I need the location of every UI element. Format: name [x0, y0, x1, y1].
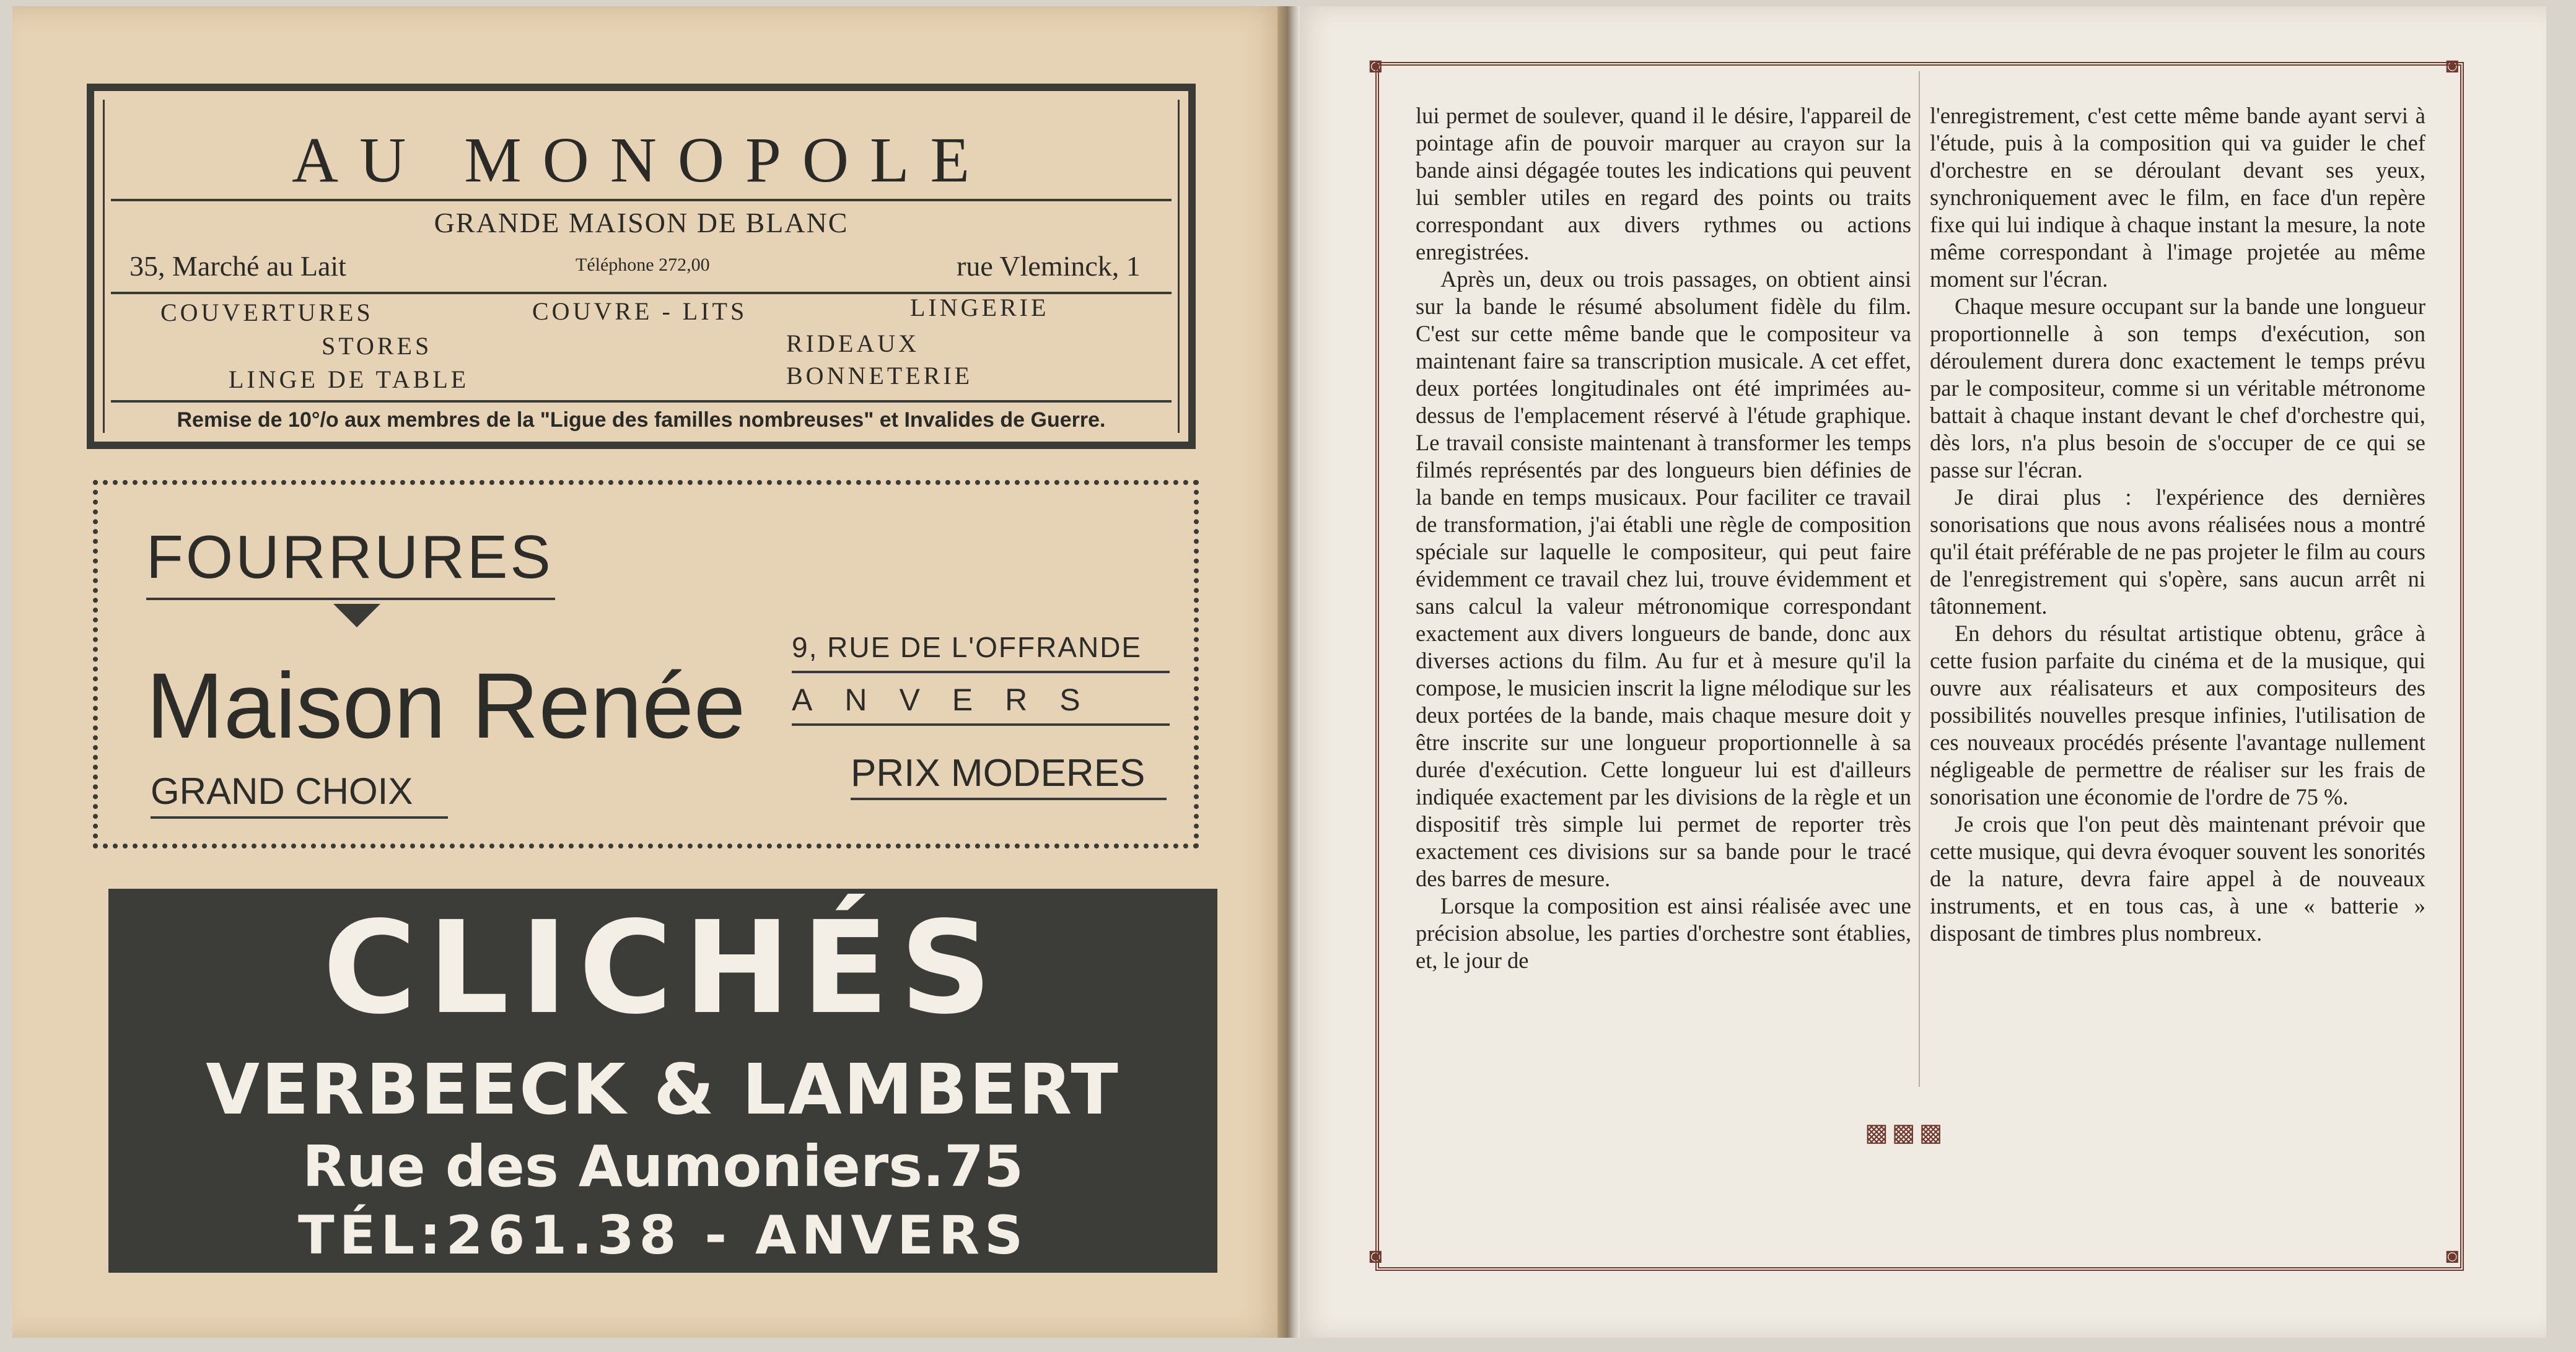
divider: [111, 400, 1172, 403]
ad-notice: Remise de 10°/o aux membres de la "Ligue des familles nombreuses" et Invalides de Guerre.: [177, 408, 1106, 432]
paragraph: Je crois que l'on peut dès maintenant prévoir que cette musique, qui devra évoquer souvent les sonorités de la nature, devra faire appel à de nouveaux instruments, et en tous cas, à une « batterie » disposant de timbres plus nombreux.: [1930, 811, 2425, 946]
column-divider: [1919, 71, 1920, 1087]
divider: [146, 598, 555, 600]
address-left: 35, Marché au Lait: [129, 250, 346, 282]
phone-line: TÉL:261.38 - ANVERS: [297, 1205, 1028, 1267]
shop-city: ANVERS: [792, 683, 1113, 717]
tag-grand-choix: GRAND CHOIX: [151, 770, 413, 812]
book-spine: [1277, 6, 1300, 1338]
corner-ornament-icon: ◙: [1369, 55, 1382, 77]
end-ornament-icon: ▩▩▩: [1865, 1119, 1947, 1146]
article-column-left: [1416, 102, 1911, 974]
tag-prix-moderes: PRIX MODERES: [851, 752, 1146, 795]
article-column-right: [1930, 102, 2425, 947]
divider: [792, 671, 1170, 673]
ad-headline: FOURRURES: [146, 523, 553, 591]
item-rideaux: RIDEAUX: [786, 329, 919, 357]
paragraph: En dehors du résultat artistique obtenu, grâce à cette fusion parfaite du cinéma et de la musique, qui ouvre aux réalisateurs et aux compositeurs des possibilités nouvelles presque infinies, l'utilisation de ces nouveaux procédés présente l'avantage nullement négligeable de permettre de réaliser sur les frais de sonorisation une économie de l'ordre de 75 %.: [1930, 621, 2425, 809]
item-couvre-lits: COUVRE - LITS: [532, 297, 748, 325]
divider: [851, 798, 1167, 800]
ad-subtitle: GRANDE MAISON DE BLANC: [434, 207, 849, 238]
item-linge-de-table: LINGE DE TABLE: [229, 365, 470, 393]
paragraph: l'enregistrement, c'est cette même bande ayant servi à l'étude, puis à la composition qui va guider le chef d'orchestre en se déroulant devant ses yeux, synchroniquement avec le film, en face d'un repère fixe qui lui indique à chaque instant la mesure, la note même correspondant à l'image projetée au même moment sur l'écran.: [1930, 103, 2425, 292]
telephone: Téléphone 272,00: [576, 255, 710, 275]
item-stores: STORES: [322, 332, 432, 360]
ad-cliches: [108, 889, 1217, 1273]
shop-name: Maison Renée: [146, 653, 746, 757]
item-bonneterie: BONNETERIE: [786, 362, 973, 390]
ad-headline: CLICHÉS: [323, 894, 1003, 1042]
divider: [151, 816, 448, 819]
paragraph: Chaque mesure occupant sur la bande une longueur proportionnelle à son temps d'exécution, son déroulement durera donc exactement le temps prévu par le compositeur, comme si un véritable métronome battait à chaque instant devant le chef d'orchestre qui, dès lors, n'a plus besoin de s'occuper de ce qui se passe sur l'écran.: [1930, 294, 2425, 482]
shop-address: 9, RUE DE L'OFFRANDE: [792, 631, 1142, 663]
corner-ornament-icon: ◙: [2446, 55, 2459, 77]
paragraph: Lorsque la composition est ainsi réalisée avec une précision absolue, les parties d'orchestre sont établies, et, le jour de: [1416, 893, 1911, 973]
ad-title: AU MONOPOLE: [292, 124, 991, 196]
corner-ornament-icon: ◙: [1369, 1245, 1382, 1268]
ad-au-monopole: [87, 84, 1196, 449]
ad-inner-border: [103, 100, 1180, 433]
item-lingerie: LINGERIE: [910, 294, 1049, 321]
paragraph: lui permet de soulever, quand il le désire, l'appareil de pointage afin de pouvoir marquer au crayon sur la bande ainsi dégagée toutes les indications qui peuvent lui sembler utiles en regard des points ou traits correspondant aux divers rythmes ou actions enregistrées.: [1416, 103, 1911, 264]
item-couvertures: COUVERTURES: [160, 299, 374, 326]
triangle-ornament-icon: [333, 604, 380, 627]
ad-maison-renee: [93, 480, 1199, 848]
divider: [792, 723, 1170, 726]
corner-ornament-icon: ◙: [2446, 1245, 2459, 1268]
street-address: Rue des Aumoniers.75: [302, 1133, 1024, 1200]
paragraph: Après un, deux ou trois passages, on obtient ainsi sur la bande le résumé absolument fidèle du film. C'est sur cette même bande que le compositeur va maintenant faire sa transcription musicale. A cet effet, deux portées longitudinales ont été imprimées au-dessus de l'emplacement réservé à l'étude graphique. Le travail consiste maintenant à transformer les temps filmés représentés par des longueurs bien définies de la bande en temps musicaux. Pour faciliter ce travail de transformation, j'ai établi une règle de composition spéciale sur laquelle le compositeur, qui peut faire évidemment ce travail chez lui, trouve évidemment et sans calcul la valeur métronomique correspondant exactement aux divers longueurs de bande, donc aux diverses actions du film. Au fur et à mesure qu'il la compose, le musicien inscrit la ligne mélodique sur les deux portées de la bande, mais chaque mesure doit y être inscrite sur une longueur proportionnelle à sa durée d'exécution. Cette longueur lui est d'ailleurs indiquée exactement par les divisions de la règle et un dispositif très simple lui permet de reporter très exactement ces divisions sur sa bande pour le tracé des barres de mesure.: [1416, 266, 1911, 891]
address-right: rue Vleminck, 1: [957, 250, 1141, 282]
paragraph: Je dirai plus : l'expérience des dernières sonorisations que nous avons réalisées nous a montré qu'il était préférable de ne pas projeter le film au cours de l'enregistrement qui s'opère, sans aucun arrêt ni tâtonnement.: [1930, 484, 2425, 619]
company-name: VERBEECK & LAMBERT: [206, 1050, 1120, 1130]
divider: [111, 199, 1172, 201]
